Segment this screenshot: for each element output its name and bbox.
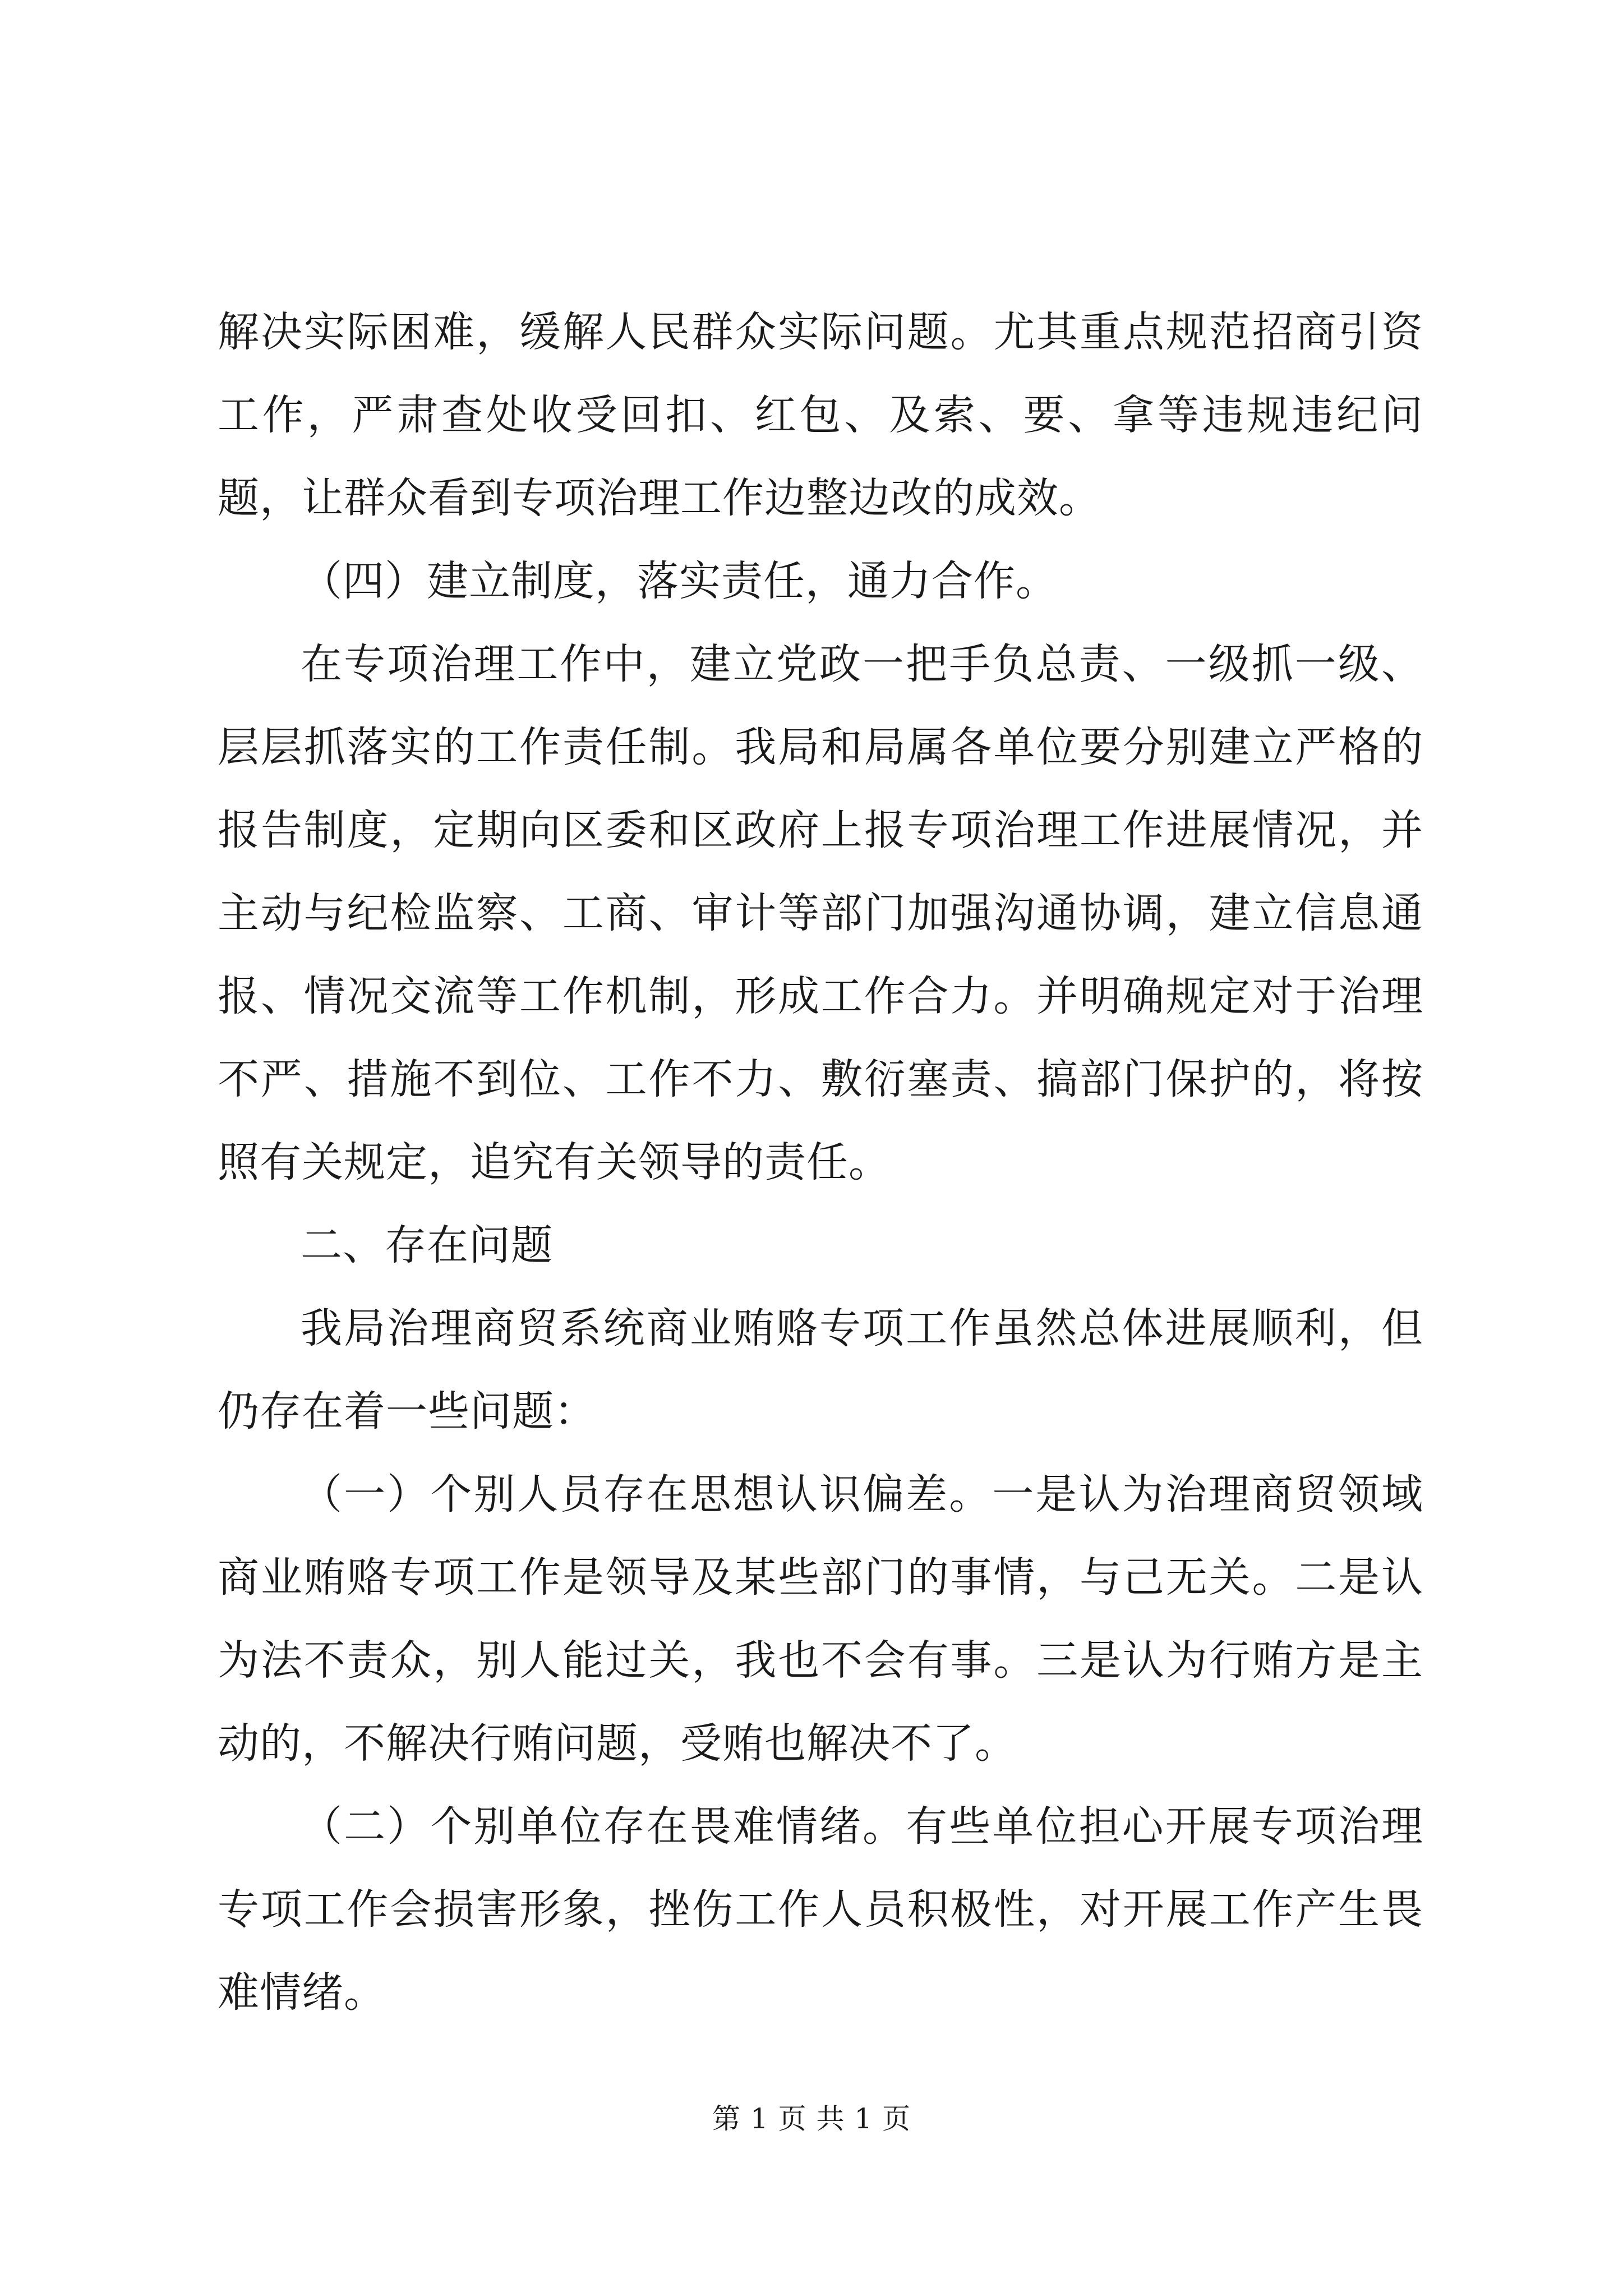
paragraph-1: 解决实际困难，缓解人民群众实际问题。尤其重点规范招商引资工作，严肃查处收受回扣、红包、及索、要、拿等违规违纪问题，让群众看到专项治理工作边整边改的成效。 <box>218 308 1423 522</box>
paragraph-problem-two: （二）个别单位存在畏难情绪。有些单位担心开展专项治理专项工作会损害形象，挫伤工作人员积极性，对开展工作产生畏难情绪。 <box>218 1802 1423 2017</box>
page-footer: 第 1 页 共 1 页 <box>712 2102 911 2135</box>
paragraph-section-four-heading: （四）建立制度，落实责任，通力合作。 <box>301 557 1058 605</box>
paragraph-responsibility-system: 在专项治理工作中，建立党政一把手负总责、一级抓一级、层层抓落实的工作责任制。我局和局属各单位要分别建立严格的报告制度，定期向区委和区政府上报专项治理工作进展情况，并主动与纪检监察、工商、审计等部门加强沟通协调，建立信息通报、情况交流等工作机制，形成工作合力。并明确规定对于治理不严、措施不到位、工作不力、敷衍塞责、搞部门保护的，将按照有关规定，追究有关领导的责任。 <box>218 640 1423 1186</box>
paragraph-problems-intro: 我局治理商贸系统商业贿赂专项工作虽然总体进展顺利，但仍存在着一些问题： <box>218 1304 1423 1435</box>
section-heading-existing-problems: 二、存在问题 <box>301 1221 553 1269</box>
document-body <box>218 291 1423 2034</box>
paragraph-problem-one: （一）个别人员存在思想认识偏差。一是认为治理商贸领域商业贿赂专项工作是领导及某些部门的事情，与己无关。二是认为法不责众，别人能过关，我也不会有事。三是认为行贿方是主动的，不解决行贿问题，受贿也解决不了。 <box>218 1470 1423 1768</box>
